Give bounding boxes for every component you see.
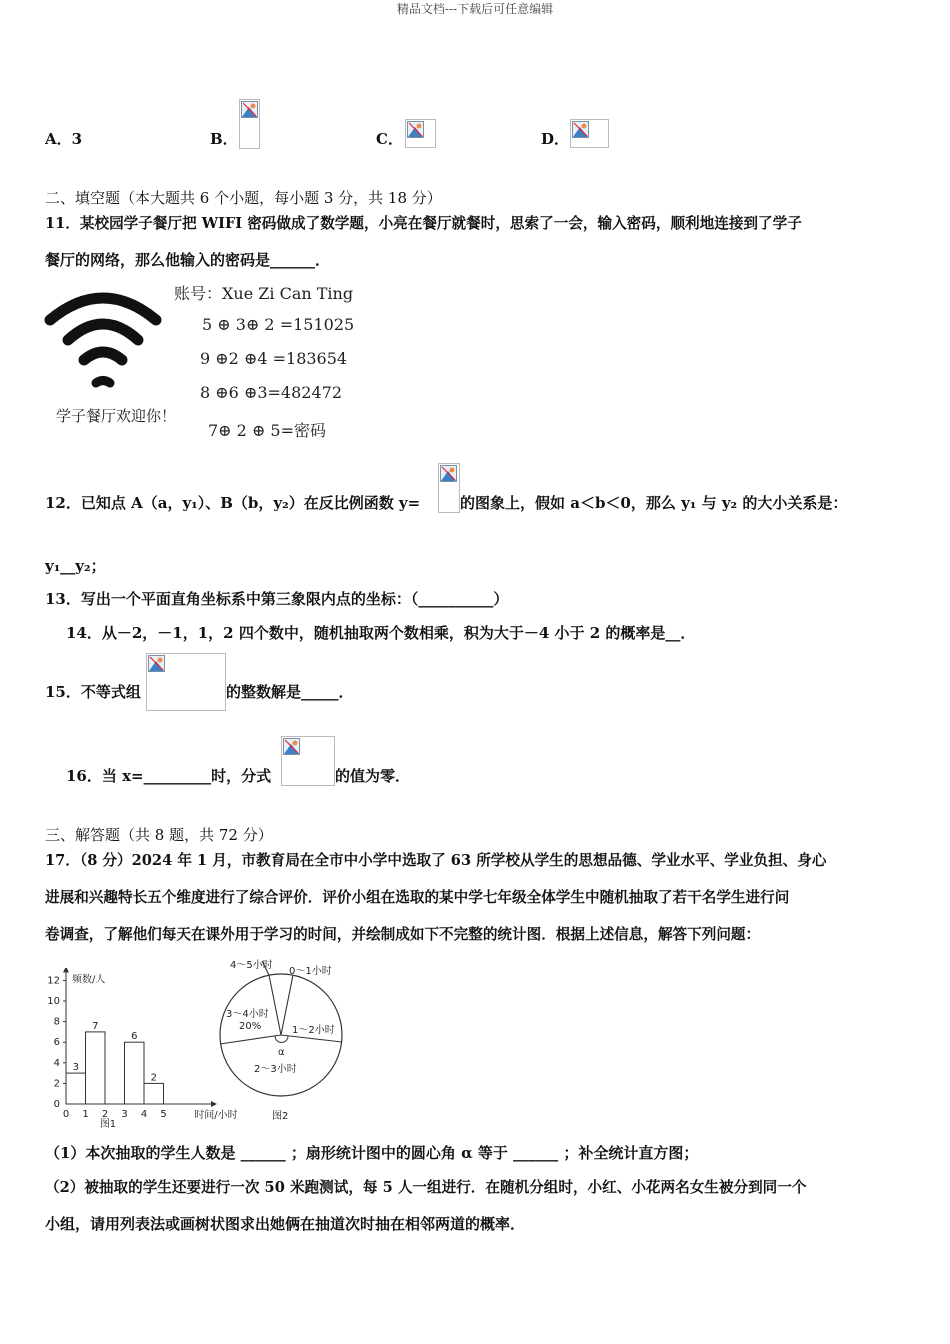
x-tick-label: 3 bbox=[121, 1109, 128, 1120]
section-3-title: 三、解答题（共 8 题，共 72 分） bbox=[45, 826, 273, 844]
histogram-bar bbox=[86, 1032, 106, 1104]
wifi-row-1: 5 ⊕ 3⊕ 2 =151025 bbox=[202, 315, 355, 334]
x-tick-label: 5 bbox=[160, 1109, 167, 1120]
wifi-row-2: 9 ⊕2 ⊕4 =183654 bbox=[200, 349, 348, 368]
q15-part1: 15．不等式组 bbox=[45, 683, 141, 701]
pie-chart bbox=[212, 955, 352, 1125]
bar-value-label: 3 bbox=[72, 1062, 79, 1074]
pie-figure-caption: 图2 bbox=[272, 1111, 289, 1122]
option-b-label: B． bbox=[210, 130, 238, 148]
wifi-account-text: 账号：Xue Zi Can Ting bbox=[174, 284, 354, 303]
section-2-title: 二、填空题（本大题共 6 个小题，每小题 3 分，共 18 分） bbox=[45, 189, 442, 207]
pie-label-1-2: 1～2小时 bbox=[292, 1025, 335, 1036]
broken-image-icon bbox=[148, 655, 165, 672]
wifi-password-figure bbox=[42, 282, 362, 447]
pie-label-0-1: 0～1小时 bbox=[289, 966, 332, 977]
q11-line1: 11．某校园学子餐厅把 WIFI 密码做成了数学题，小亮在餐厅就餐时，思索了一会，输入密码，顺利地连接到了学子 bbox=[45, 215, 802, 232]
broken-image-icon bbox=[407, 121, 424, 138]
q16-part2: 的值为零． bbox=[335, 767, 411, 785]
q12-part2: 的图象上，假如 a＜b＜0，那么 y₁ 与 y₂ 的大小关系是： bbox=[460, 494, 848, 512]
histogram-chart bbox=[38, 968, 238, 1128]
q17-line3: 卷调查，了解他们每天在课外用于学习的时间，并绘制成如下不完整的统计图．根据上述信息，解答下列问题： bbox=[45, 926, 761, 943]
pie-label-3-4: 3～4小时 bbox=[226, 1009, 269, 1020]
q12-formula-image bbox=[438, 463, 460, 513]
wifi-welcome-text: 学子餐厅欢迎你！ bbox=[56, 407, 177, 425]
pie-label-3-4-percent: 20% bbox=[239, 1021, 262, 1032]
wifi-row-4: 7⊕ 2 ⊕ 5=密码 bbox=[208, 421, 327, 440]
q15-part2: 的整数解是_____． bbox=[226, 683, 354, 701]
pie-label-4-5: 4～5小时 bbox=[230, 960, 273, 971]
option-d-label: D． bbox=[541, 130, 570, 148]
option-c-formula-image bbox=[405, 119, 436, 148]
q17-sub2-line2: 小组，请用列表法或画树状图求出她俩在抽道次时抽在相邻两道的概率． bbox=[45, 1215, 526, 1233]
y-tick-label: 4 bbox=[53, 1057, 60, 1069]
option-a bbox=[45, 128, 82, 149]
histogram-bar bbox=[144, 1083, 164, 1104]
option-b-formula-image bbox=[239, 99, 260, 149]
pie-label-2-3: 2～3小时 bbox=[254, 1064, 297, 1075]
x-tick-label: 4 bbox=[140, 1109, 148, 1120]
q16-formula-image bbox=[281, 736, 335, 786]
q13-text: 13．写出一个平面直角坐标系中第三象限内点的坐标：（__________） bbox=[45, 590, 509, 608]
histogram-bar bbox=[66, 1073, 86, 1104]
pie-alpha-label: α bbox=[278, 1047, 285, 1058]
histogram-bar bbox=[125, 1042, 145, 1104]
q15-formula-image bbox=[146, 653, 226, 711]
broken-image-icon bbox=[440, 465, 457, 482]
y-axis-arrow bbox=[63, 968, 69, 972]
x-tick-label: 0 bbox=[62, 1109, 70, 1120]
y-tick-label: 2 bbox=[53, 1078, 60, 1090]
q17-sub1: （1）本次抽取的学生人数是 ______ ；扇形统计图中的圆心角 α 等于 ______ ；补全统计直方图； bbox=[45, 1144, 699, 1162]
q17-line2: 进展和兴趣特长五个维度进行了综合评价．评价小组在选取的某中学七年级全体学生中随机抽取了若干名学生进行问 bbox=[45, 889, 790, 906]
broken-image-icon bbox=[241, 101, 258, 118]
bar-value-label: 6 bbox=[131, 1031, 138, 1043]
broken-image-icon bbox=[572, 121, 589, 138]
bar-value-label: 7 bbox=[92, 1020, 99, 1032]
q12-line2: y₁__y₂； bbox=[45, 557, 106, 575]
page-header: 精品文档---下载后可任意编辑 bbox=[396, 2, 554, 16]
q14-text: 14．从－2，－1，1，2 四个数中，随机抽取两个数相乘，积为大于－4 小于 2 的概率是__． bbox=[66, 624, 696, 642]
wifi-icon bbox=[50, 298, 156, 383]
angle-alpha-arc bbox=[275, 1036, 288, 1043]
x-tick-label: 1 bbox=[82, 1109, 89, 1120]
q12-part1: 12．已知点 A（a，y₁）、B（b，y₂）在反比例函数 y= bbox=[45, 494, 421, 512]
x-tick-label: 2 bbox=[101, 1109, 109, 1120]
option-a-value: 3 bbox=[71, 130, 83, 148]
wifi-row-3: 8 ⊕6 ⊕3=482472 bbox=[200, 383, 343, 402]
y-axis-label: 频数/人 bbox=[72, 974, 106, 986]
x-axis-label: 时间/小时 bbox=[194, 1110, 238, 1121]
y-tick-label: 0 bbox=[53, 1099, 60, 1110]
q11-line2: 餐厅的网络，那么他输入的密码是______． bbox=[45, 251, 331, 269]
y-tick-label: 10 bbox=[47, 996, 60, 1007]
q17-sub2-line1: （2）被抽取的学生还要进行一次 50 米跑测试，每 5 人一组进行．在随机分组时，小红、小花两名女生被分到同一个 bbox=[45, 1179, 807, 1196]
q16-part1: 16．当 x=_________时，分式 bbox=[66, 767, 272, 785]
option-c-label: C． bbox=[376, 130, 403, 148]
broken-image-icon bbox=[283, 738, 300, 755]
bar-value-label: 2 bbox=[150, 1072, 157, 1084]
y-tick-label: 12 bbox=[47, 975, 60, 987]
y-tick-label: 8 bbox=[53, 1016, 60, 1028]
option-a-label: A． bbox=[45, 130, 72, 148]
y-tick-label: 6 bbox=[53, 1037, 60, 1049]
histogram-caption: 图1 bbox=[99, 1119, 117, 1128]
option-d-formula-image bbox=[570, 119, 609, 148]
q17-line1: 17．（8 分）2024 年 1 月，市教育局在全市中小学中选取了 63 所学校从学生的思想品德、学业水平、学业负担、身心 bbox=[45, 852, 827, 869]
